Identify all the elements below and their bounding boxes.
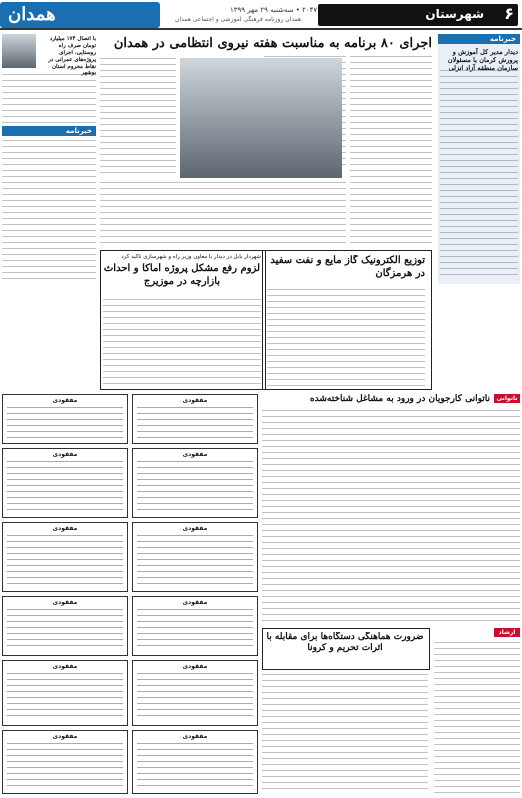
masthead-logo: [0, 2, 160, 28]
ad-3: مفقودی: [2, 448, 128, 518]
left-side-body: [2, 74, 96, 124]
police-officer-photo: [180, 58, 342, 178]
page-header: [0, 0, 522, 30]
story-gas-body: [267, 289, 425, 387]
story-sanctions-body-2: [262, 674, 428, 794]
story-babol-kicker: شهردار بابل در دیدار با معاون وزیر راه و شهرسازی تاکید کرد: [121, 254, 261, 260]
ad-7: مفقودی: [2, 596, 128, 656]
right-side-body: [440, 70, 518, 280]
story-gas-headline: توزیع الکترونیک گاز مایع و نفت سفید در هرمزگان: [270, 255, 425, 279]
ad-11: مفقودی: [2, 730, 128, 794]
story-sanctions-tag: ارشاد: [494, 628, 520, 637]
ad-10: مفقودی: [132, 660, 258, 726]
ad-8: مفقودی: [132, 596, 258, 656]
story-sanctions-headline: ضرورت هماهنگی دستگاه‌ها برای مقابله با اثرات تحریم و کرونا: [266, 632, 424, 654]
classified-ads: [2, 394, 258, 796]
page-number: ۶: [504, 4, 514, 23]
left-side-body-2: [2, 140, 96, 280]
tagline: همدان روزنامه فرهنگی آموزشی و اجتماعی همدان: [175, 16, 302, 23]
story-sanctions-headline-box: [262, 628, 430, 670]
left-side-photo: [2, 34, 36, 68]
ad-2: مفقودی: [132, 394, 258, 444]
ad-1: مفقودی: [2, 394, 128, 444]
ad-9: مفقودی: [2, 660, 128, 726]
main-headline: اجرای ۸۰ برنامه به مناسبت هفته نیروی انتظامی در همدان: [113, 36, 432, 51]
left-side-label: خبرنامه: [2, 126, 96, 136]
story-jobseekers-body: [262, 410, 520, 622]
story-sanctions: [262, 628, 520, 796]
masthead-text: همدان: [8, 4, 56, 25]
ad-12: مفقودی: [132, 730, 258, 794]
ad-5: مفقودی: [2, 522, 128, 592]
section-tab: [318, 4, 518, 26]
left-side-headline: با اتصال ۱۷۴ میلیارد تومان صرف راه روستایی، اجرای پروژه‌های عمرانی در نقاط محروم استان بوشهر: [48, 36, 96, 77]
main-body-col-3: [100, 58, 176, 178]
ad-4: مفقودی: [132, 448, 258, 518]
right-side-column: [438, 34, 520, 284]
story-gas-box: [262, 250, 432, 390]
right-side-headline: دیدار مدیر کل آموزش و پرورش کرمان با مسئولان سازمان منطقه آزاد انزلی: [447, 48, 518, 73]
story-jobseekers-tag: ناتوانی: [494, 394, 520, 403]
story-babol-headline: لزوم رفع مشکل پروژه آماکا و احداث بازارچه در موزیرج: [103, 263, 261, 287]
ad-6: مفقودی: [132, 522, 258, 592]
main-body-col-4: [100, 182, 346, 246]
story-jobseekers: [262, 394, 520, 624]
issue-line: ۲۰۴۷ • سه‌شنبه ۲۹ مهر ۱۳۹۹: [230, 6, 318, 14]
section-title: شهرستان: [425, 7, 484, 21]
story-sanctions-body-1: [434, 642, 520, 794]
story-babol-box: [100, 250, 266, 390]
left-side-column: [2, 34, 96, 284]
main-body-col-1: [350, 56, 432, 246]
story-babol-body: [103, 299, 261, 387]
right-side-label: خبرنامه: [438, 34, 520, 44]
story-jobseekers-headline: ناتوانی کارجویان در ورود به مشاغل شناخته‌شده: [309, 394, 490, 404]
